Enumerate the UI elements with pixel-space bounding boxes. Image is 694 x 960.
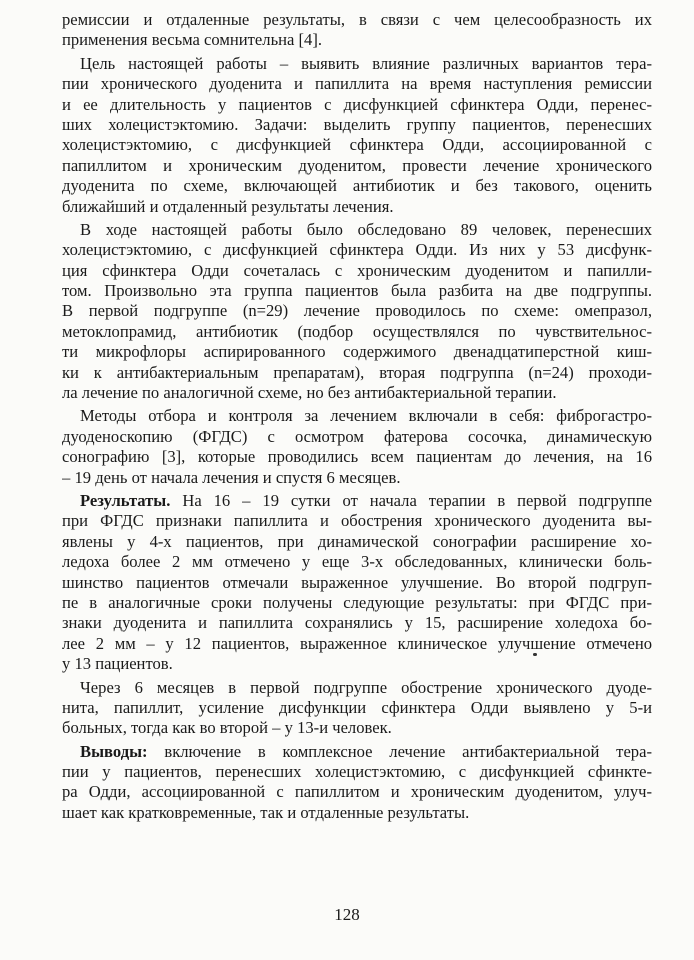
text-line: при ФГДС признаки папиллита и обострения хронического дуоденита вы- (62, 511, 652, 531)
text-line: Через 6 месяцев в первой подгруппе обострение хронического дуоде- (80, 677, 652, 697)
text-line: применения весьма сомнительна [4]. (62, 30, 323, 50)
section-heading-results: Результаты. (80, 490, 171, 510)
page-number: 128 (334, 905, 360, 924)
text-line: ция сфинктера Одди сочеталась с хроническим дуоденитом и папилли- (62, 260, 652, 280)
text-line: дуоденоскопию (ФГДС) с осмотром фатерова сосочка, динамическую (62, 426, 652, 446)
text-line: Методы отбора и контроля за лечением включали в себя: фиброгастро- (80, 406, 652, 426)
text-line: пии у пациентов, перенесших холецистэктомию, с дисфункцией сфинкте- (62, 762, 652, 782)
paragraph-followup (62, 678, 652, 739)
text-line: пии хронического дуоденита и папиллита на время наступления ремиссии (62, 74, 652, 94)
text-line: дуоденита по схеме, включающей антибиотик и без такового, оценить (62, 176, 652, 196)
text-line: ближайший и отдаленный результаты лечения. (62, 196, 394, 216)
paragraph-goal (62, 54, 652, 217)
text-line: больных, тогда как во второй – у 13-и человек. (62, 718, 392, 738)
text-span: включение в комплексное лечение антибактериальной тера- (147, 741, 652, 761)
paragraph-results (62, 491, 652, 675)
text-line: знаки дуоденита и папиллита сохранялись у 15, расширение холедоха бо- (62, 613, 652, 633)
text-line (62, 742, 652, 762)
text-line: и ее длительность у пациентов с дисфункцией сфинктера Одди, перенес- (62, 94, 652, 114)
text-line: шает как кратковременные, так и отдаленные результаты. (62, 802, 470, 822)
paragraph-methods-control (62, 406, 652, 488)
text-line: лее 2 мм – у 12 пациентов, выраженное клиническое улучшение отмечено (62, 633, 652, 653)
text-line: Цель настоящей работы – выявить влияние различных вариантов тера- (80, 53, 652, 73)
text-line: сонографию [3], которые проводились всем пациентам до лечения, на 16 (62, 447, 652, 467)
text-line: папиллитом и хроническим дуоденитом, провести лечение хронического (62, 155, 652, 175)
text-line: у 13 пациентов. (62, 654, 173, 674)
text-line: ла лечение по аналогичной схеме, но без антибактериальной терапии. (62, 383, 557, 403)
text-line: холецистэктомию, с дисфункцией сфинктера Одди, ассоциированной с (62, 135, 652, 155)
text-line: ти микрофлоры аспирированного содержимого двенадцатиперстной киш- (62, 342, 652, 362)
text-line: явлены у 4-х пациентов, при динамической сонографии расширение хо- (62, 531, 652, 551)
text-line: холецистэктомию, с дисфункцией сфинктера Одди. Из них у 53 дисфунк- (62, 240, 652, 260)
text-line: ших холецистэктомию. Задачи: выделить группу пациентов, перенесших (62, 114, 652, 134)
scan-speck (533, 653, 537, 656)
text-line: метоклопрамид, антибиотик (подбор осуществлялся по чувствительнос- (62, 321, 652, 341)
text-line: шинство пациентов отмечали выраженное улучшение. Во второй подгруп- (62, 572, 652, 592)
text-line: В ходе настоящей работы было обследовано 89 человек, перенесших (80, 219, 652, 239)
text-line: ремиссии и отдаленные результаты, в связи с чем целесообразность их (62, 10, 652, 29)
text-line: нита, папиллит, усиление дисфункции сфинктера Одди выявлено у 5-и (62, 697, 652, 717)
text-line: ледоха более 2 мм отмечено у еще 3-х обследованных, клинически боль- (62, 552, 652, 572)
text-line: – 19 день от начала лечения и спустя 6 месяцев. (62, 467, 401, 487)
text-line: пе в аналогичные сроки получены следующие результаты: при ФГДС при- (62, 592, 652, 612)
text-line: том. Произвольно эта группа пациентов была разбита на две подгруппы. (62, 281, 652, 301)
text-line: ки к антибактериальным препаратам), вторая подгруппа (n=24) проходи- (62, 362, 652, 382)
text-line (62, 491, 652, 511)
document-page (62, 10, 652, 826)
paragraph-intro-continuation (62, 10, 652, 51)
text-line: ра Одди, ассоциированной с папиллитом и хроническим дуоденитом, улуч- (62, 782, 652, 802)
paragraph-methods-cohort (62, 220, 652, 404)
paragraph-conclusions (62, 742, 652, 824)
text-span: На 16 – 19 сутки от начала терапии в первой подгруппе (170, 490, 652, 510)
text-line: В первой подгруппе (n=29) лечение проводилось по схеме: омепразол, (62, 301, 652, 321)
section-heading-conclusions: Выводы: (80, 741, 148, 761)
